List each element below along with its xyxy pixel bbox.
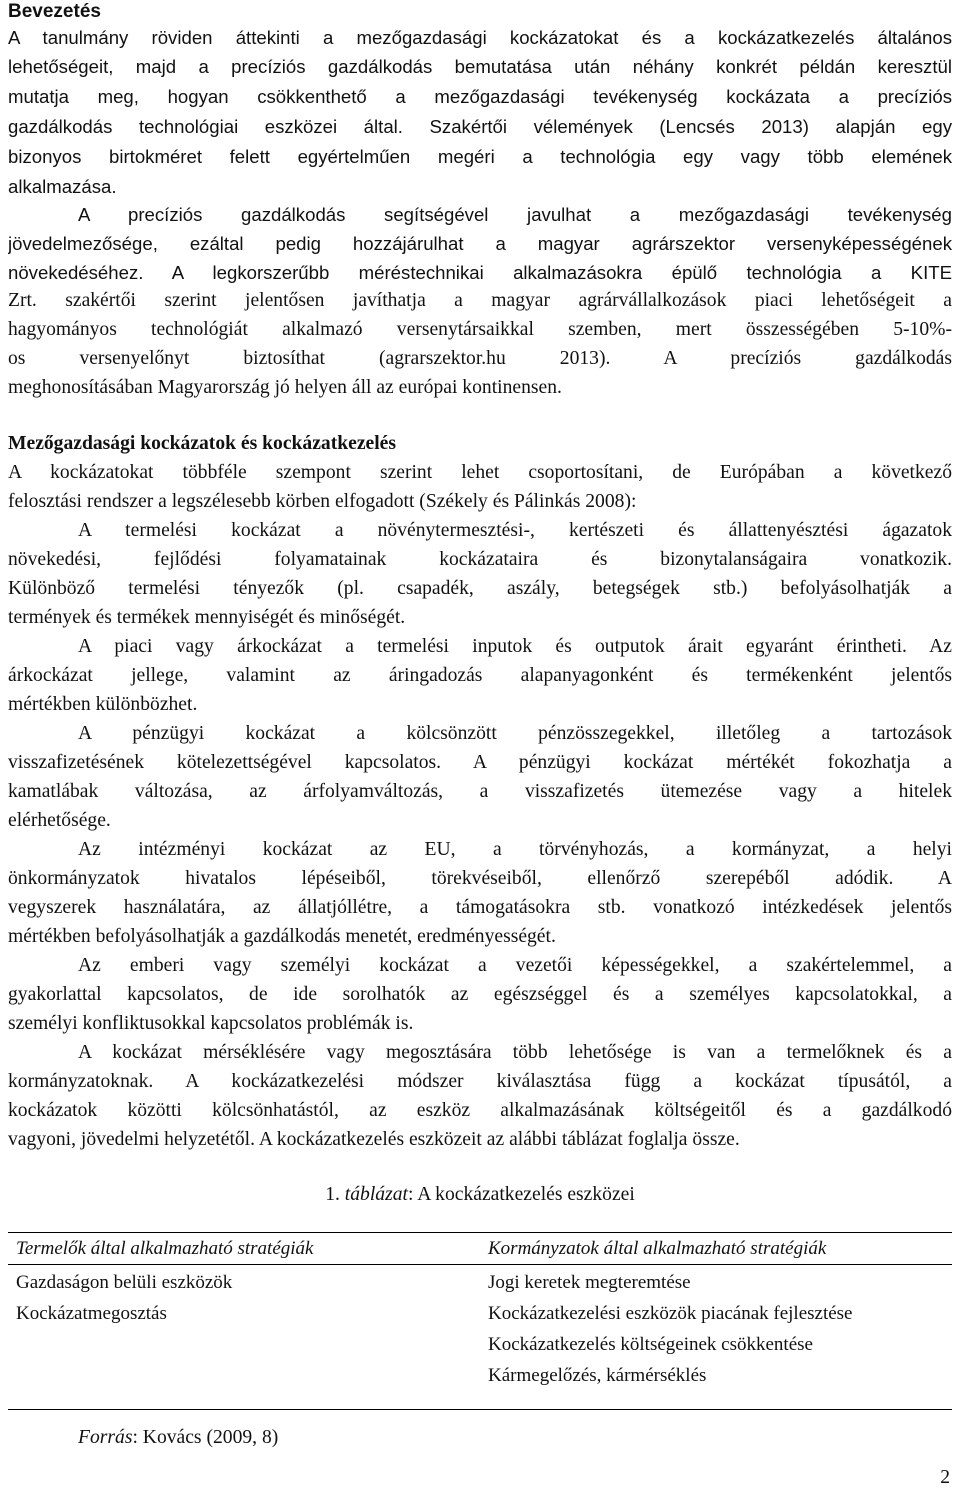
paragraph-line: gazdálkodás technológiai eszközei által. Szakértői vélemények (Lencsés 2013) alapján egy	[8, 116, 952, 137]
paragraph-line: növekedési, fejlődési folyamatainak kockázataira és bizonytalanságaira vonatkozik.	[8, 549, 952, 570]
paragraph-line: személyi konfliktusokkal kapcsolatos problémák is.	[8, 1013, 414, 1034]
paragraph-line: A tanulmány röviden áttekinti a mezőgazdasági kockázatokat és a kockázatkezelés általános	[8, 27, 952, 48]
paragraph-line: hagyományos technológiát alkalmazó versenytársaikkal szemben, mert összességében 5-10%-	[8, 319, 952, 340]
paragraph-line: visszafizetésének kötelezettségével kapcsolatos. A pénzügyi kockázat mértékét fokozhatja a	[8, 752, 952, 773]
caption-label: táblázat	[344, 1184, 408, 1205]
table-header-row	[8, 1233, 952, 1265]
caption-text: : A kockázatkezelés eszközei	[407, 1184, 635, 1205]
paragraph-line: kormányzatoknak. A kockázatkezelési módszer kiválasztása függ a kockázat típusától, a	[8, 1071, 952, 1092]
paragraph-line: kockázatok közötti kölcsönhatástól, az eszköz alkalmazásának költségeitől és a gazdálkodó	[8, 1100, 952, 1121]
paragraph-line: elérhetősége.	[8, 810, 111, 831]
paragraph-line: vagyoni, jövedelmi helyzetétől. A kockázatkezelés eszközeit az alábbi táblázat foglalja össze.	[8, 1129, 740, 1150]
section-heading-bevezetes: Bevezetés	[8, 1, 101, 22]
paragraph-line: termények és termékek mennyiségét és minőségét.	[8, 607, 406, 628]
paragraph-line: mértékben különbözhet.	[8, 694, 198, 715]
paragraph-line: vegyszerek használatára, az állatjóllétre, a támogatásokra stb. vonatkozó intézkedések jelentős	[8, 897, 952, 918]
table-caption	[0, 1183, 960, 1207]
list-item: Kockázatkezelési eszközök piacának fejlesztése	[488, 1303, 853, 1324]
table-header-producers: Termelők által alkalmazható stratégiák	[8, 1233, 480, 1265]
paragraph-line: mutatja meg, hogyan csökkenthető a mezőgazdasági tevékenység kockázata a precíziós	[8, 86, 952, 107]
caption-number: 1.	[325, 1184, 340, 1205]
paragraph-line: Zrt. szakértői szerint jelentősen javíthatja a magyar agrárvállalkozások piaci lehetőségeit a	[8, 290, 952, 311]
paragraph-line: mértékben befolyásolhatják a gazdálkodás menetét, eredményességét.	[8, 926, 556, 947]
list-item: Kockázatkezelés költségeinek csökkentése	[488, 1334, 813, 1355]
paragraph-line: árkockázat jellege, valamint az áringadozás alapanyagonként és termékenként jelentős	[8, 665, 952, 686]
list-item: Jogi keretek megteremtése	[488, 1272, 691, 1293]
page-number: 2	[940, 1467, 950, 1488]
paragraph-line: A termelési kockázat a növénytermesztési-, kertészeti és állattenyésztési ágazatok	[78, 520, 952, 541]
paragraph-line: A precíziós gazdálkodás segítségével javulhat a mezőgazdasági tevékenység	[78, 204, 952, 225]
paragraph-line: A kockázat mérséklésére vagy megosztására több lehetősége is van a termelőknek és a	[78, 1042, 952, 1063]
paragraph-line: bizonyos birtokméret felett egyértelműen megéri a technológia egy vagy több elemének	[8, 146, 952, 167]
table-source	[78, 1426, 278, 1450]
paragraph-line: os versenyelőnyt biztosíthat (agrarszektor.hu 2013). A precíziós gazdálkodás	[8, 348, 952, 369]
list-item: Kármegelőzés, kármérséklés	[488, 1365, 707, 1386]
paragraph-line: Az intézményi kockázat az EU, a törvényhozás, a kormányzat, a helyi	[78, 839, 952, 860]
table-row	[8, 1265, 952, 1410]
paragraph-line: önkormányzatok hivatalos lépéseiből, törekvéseiből, ellenőrző szerepéből adódik. A	[8, 868, 952, 889]
paragraph-line: felosztási rendszer a legszélesebb körben elfogadott (Székely és Pálinkás 2008):	[8, 491, 637, 512]
paragraph-line: kamatlábak változása, az árfolyamváltozás, a visszafizetés ütemezése vagy a hitelek	[8, 781, 952, 802]
paragraph-line: Az emberi vagy személyi kockázat a vezetői képességekkel, a szakértelemmel, a	[78, 955, 952, 976]
paragraph-line: növekedéséhez. A legkorszerűbb méréstechnikai alkalmazásokra épülő technológia a KITE	[8, 262, 952, 283]
list-item: Kockázatmegosztás	[16, 1303, 167, 1324]
section-heading-kockazatok: Mezőgazdasági kockázatok és kockázatkezelés	[8, 433, 397, 454]
table-header-governments: Kormányzatok által alkalmazható stratégiák	[480, 1233, 952, 1265]
source-text: : Kovács (2009, 8)	[132, 1427, 279, 1448]
paragraph-line: A piaci vagy árkockázat a termelési inputok és outputok árait egyaránt érintheti. Az	[78, 636, 952, 657]
paragraph-line: gyakorlattal kapcsolatos, de ide sorolhatók az egészséggel és a személyes kapcsolatokkal, a	[8, 984, 952, 1005]
risk-management-table	[8, 1232, 952, 1410]
table-cell-producers	[8, 1265, 480, 1410]
paragraph-line: A pénzügyi kockázat a kölcsönzött pénzösszegekkel, illetőleg a tartozások	[78, 723, 952, 744]
paragraph-line: Különböző termelési tényezők (pl. csapadék, aszály, betegségek stb.) befolyásolhatják a	[8, 578, 952, 599]
paragraph-line: jövedelmezősége, ezáltal pedig hozzájárulhat a magyar agrárszektor versenyképességének	[8, 233, 952, 254]
paragraph-line: meghonosításában Magyarország jó helyen áll az európai kontinensen.	[8, 377, 562, 398]
paragraph-line: lehetőségeit, majd a precíziós gazdálkodás bemutatása után néhány konkrét példán keresztül	[8, 56, 952, 77]
paragraph-line: alkalmazása.	[8, 176, 117, 197]
table-cell-governments	[480, 1265, 952, 1410]
source-label: Forrás	[78, 1427, 133, 1448]
paragraph-line: A kockázatokat többféle szempont szerint lehet csoportosítani, de Európában a következő	[8, 462, 952, 483]
list-item: Gazdaságon belüli eszközök	[16, 1272, 233, 1293]
